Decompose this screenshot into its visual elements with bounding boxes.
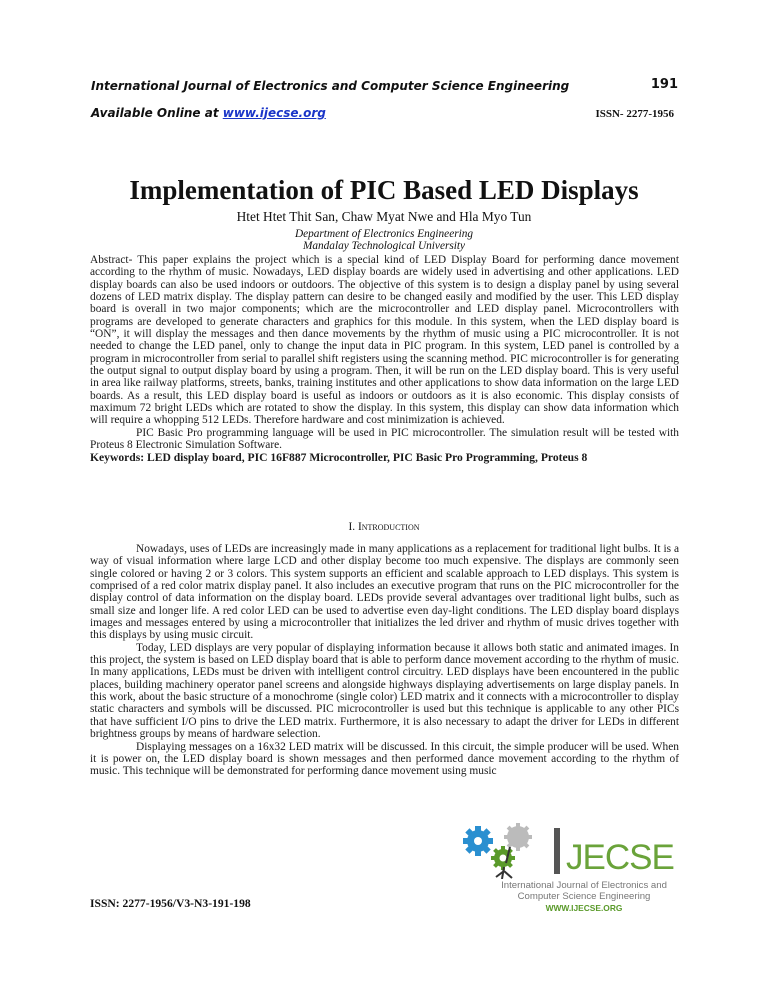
logo-bar: [554, 828, 560, 874]
journal-logo: [450, 823, 690, 918]
available-label: Available Online at: [91, 106, 223, 120]
journal-name: International Journal of Electronics and Computer Science Engineering: [91, 79, 570, 93]
paper-authors: Htet Htet Thit San, Chaw Myat Nwe and Hla Myo Tun: [236, 209, 532, 224]
logo-tagline: [474, 880, 694, 902]
body-paragraph: Nowadays, uses of LEDs are increasingly made in many applications as a replacement for traditional light bulbs. It is a way of visual information where large LCD and other display become too much expensive. The displays are commonly seen single colored or having 2 or 3 colors. This system supports an efficient and scalable approach to LED displays. This system is comprised of a red color matrix display panel. It also includes an executive program that runs on the PIC microcontroller for the display control of data information on the display board. LEDs provide several advantages over traditional light bulbs, such as small size and longer life. A red color LED can be used to advertise even day-light conditions. The LED display board displays images and messages entered by using a microcontroller that initializes the led driver and rhythm of music drives together with this displays by using music circuit.: [90, 543, 679, 642]
availability-line: [91, 106, 678, 120]
logo-tagline-line1: International Journal of Electronics and: [501, 880, 667, 891]
abstract: [90, 254, 679, 464]
section-heading: I. Introduction: [348, 521, 420, 533]
page-number: 191: [650, 77, 678, 92]
gears-tree-icon: [458, 823, 558, 879]
keywords: Keywords: LED display board, PIC 16F887 Microcontroller, PIC Basic Pro Programming, Proteus 8: [90, 450, 588, 464]
header-issn: ISSN- 2277-1956: [595, 108, 674, 120]
logo-tagline-line2: Computer Science Engineering: [517, 891, 651, 902]
journal-url-link[interactable]: www.ijecse.org: [222, 106, 326, 120]
abstract-paragraph: PIC Basic Pro programming language will be used in PIC microcontroller. The simulation result will be tested with Proteus 8 Electronic Simulation Software.: [90, 426, 679, 452]
affiliation-university: Mandalay Technological University: [302, 240, 466, 252]
abstract-paragraph: Abstract- This paper explains the project which is a special kind of LED Display Board for performing dance movement according to the rhythm of music. Nowadays, LED display boards are widely used in advertising and other applications. LED display boards can also be used indoors or outdoors. The objective of this system is to design a display panel by using several dozens of LED matrix display. The display pattern can desire to be changed easily and modified by the user. This LED display board is overall in two major components; which are the microcontroller and LED display panel. Microcontrollers with programs are developed to generate characters and graphics for this module. In this system, when the LED display board is “ON”, it will display the messages and then dance movements by the rhythm of music using a PIC microcontroller. It is not needed to change the LED panel, only to change the input data in PIC program. In this system, LED panel is controlled by a program in microcontroller from serial to parallel shift registers using the scanning method. PIC microcontroller is for generating the output signal to output display board by using a program. Then, it will be run on the LED display board. This is very useful in area like railway platforms, streets, banks, training institutes and other applications to show data information on the large LED boards. As a result, this LED display board is useful as indoors or outdoors as it is also economic. This display consists of maximum 72 bright LEDs which are rotated to show the display. In this system, this display can show data information which will require a whopping 512 LEDs. Therefore hardware and cost minimization is achieved.: [90, 254, 679, 427]
running-header: [91, 79, 678, 93]
introduction-body: [90, 543, 679, 778]
footer-issn: ISSN: 2277-1956/V3-N3-191-198: [90, 897, 251, 910]
body-paragraph: Displaying messages on a 16x32 LED matrix will be discussed. In this circuit, the simple producer will be used. When it is power on, the LED display board is shown messages and then performed dance movement according to the rhythm of music. This technique will be demonstrated for performing dance movement using music: [90, 740, 679, 778]
body-paragraph: Today, LED displays are very popular of displaying information because it allows both static and animated images. In this project, the system is based on LED display board that is able to perform dance movement according to the rhythm of music. In many applications, LEDs must be driven with intelligent control circuitry. LED displays have been encountered in the public places, building machinery operator panel screens and alongside highways displaying advertisements on large display panels. In this work, about the basic structure of a monochrome (single color) LED matrix and it connects with a microcontroller to display static characters and symbols will be discussed. PIC microcontroller is used but this technique is applicable to any other PICs that have sufficient I/O pins to drive the LED matrix. Furthermore, it is also necessary to adapt the driver for LEDs in different brightness groups by means of hardware selection.: [90, 641, 680, 741]
logo-url: WWW.IJECSE.ORG: [545, 903, 623, 913]
logo-wordmark: JECSE: [566, 838, 674, 877]
affiliation-department: Department of Electronics Engineering: [294, 228, 474, 240]
paper-title: Implementation of PIC Based LED Displays: [129, 175, 639, 205]
